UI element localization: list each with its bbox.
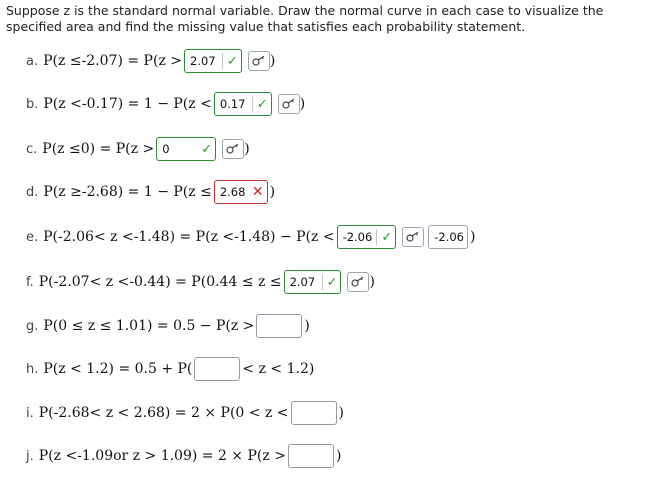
math-number: -1.48	[133, 229, 170, 245]
item-h	[26, 356, 314, 382]
divider	[252, 96, 253, 112]
answer-box-b[interactable]	[214, 92, 272, 116]
math-text: P(0 ≤ z ≤ 1.01) = 0.5 − P(z >	[43, 318, 255, 334]
math-text: P(z ≤	[43, 53, 82, 69]
math-text: )	[269, 53, 276, 69]
correct-answer-box-e	[428, 225, 468, 249]
math-number: -2.07	[81, 53, 118, 69]
math-number: -1.48	[234, 229, 271, 245]
divider	[322, 274, 323, 290]
answer-value[interactable]: 0	[162, 142, 170, 156]
item-label: g.	[26, 318, 39, 334]
math-text: ) = P(z >	[117, 53, 182, 69]
math-text: )	[299, 96, 306, 112]
item-i	[26, 400, 344, 426]
check-icon: ✓	[256, 96, 268, 112]
math-number: -2.68	[81, 184, 118, 200]
item-g	[26, 313, 310, 339]
answer-value[interactable]: 2.07	[190, 54, 216, 68]
item-f	[26, 269, 375, 295]
math-text: P(z ≤	[42, 141, 81, 157]
answer-value[interactable]: 2.07	[289, 275, 316, 289]
math-number: -2.06	[58, 229, 94, 245]
item-label: b.	[26, 96, 39, 112]
math-number: -1.09	[77, 448, 114, 464]
item-b	[26, 91, 305, 117]
math-text: P(	[38, 405, 54, 421]
math-text: < z < 2.68) = 2 × P(0 < z <	[89, 405, 289, 421]
item-d	[26, 179, 275, 205]
math-text: )	[244, 141, 250, 157]
item-label: d.	[26, 184, 39, 200]
answer-value[interactable]: -2.06	[342, 230, 373, 244]
key-icon[interactable]	[222, 139, 244, 159]
item-label: i.	[26, 405, 34, 421]
item-c	[26, 136, 250, 162]
answer-value[interactable]: 2.68	[219, 185, 246, 199]
math-text: ) = 1 − P(z ≤	[117, 184, 212, 200]
correct-answer-value: -2.06	[434, 230, 464, 244]
answer-box-e[interactable]	[337, 225, 397, 249]
key-icon[interactable]	[248, 51, 270, 71]
key-icon[interactable]	[402, 227, 424, 247]
math-text: ) = 1 − P(z <	[117, 96, 212, 112]
answer-box-a[interactable]	[184, 49, 242, 73]
item-label: e.	[26, 229, 39, 245]
answer-value[interactable]: 0.17	[219, 97, 246, 111]
item-label: f.	[26, 274, 34, 290]
math-number: 0	[80, 141, 90, 157]
math-text: P(z <	[38, 448, 78, 464]
answer-box-d[interactable]	[214, 180, 268, 204]
math-text: P(z ≥	[43, 184, 82, 200]
math-text: P(z < 1.2) = 0.5 + P(	[43, 361, 193, 377]
math-text: ) − P(z <	[270, 229, 335, 245]
answer-box-h[interactable]	[194, 357, 240, 381]
item-j	[26, 443, 341, 469]
answer-box-i[interactable]	[291, 401, 337, 425]
item-e	[26, 224, 475, 250]
math-text: P(z <	[43, 96, 82, 112]
check-icon: ✓	[227, 53, 238, 69]
item-label: a.	[26, 53, 39, 69]
key-icon[interactable]	[347, 272, 369, 292]
item-label: h.	[26, 361, 39, 377]
math-text: ) = P(z <	[169, 229, 235, 245]
check-icon: ✓	[201, 141, 213, 157]
divider	[376, 229, 377, 245]
check-icon: ✓	[381, 229, 393, 245]
math-text: < z <	[93, 229, 134, 245]
math-number: -0.17	[81, 96, 118, 112]
check-icon: ✓	[326, 274, 338, 290]
math-text: < z < 1.2)	[242, 361, 315, 377]
math-text: or z > 1.09) = 2 × P(z >	[113, 448, 286, 464]
math-text: P(	[38, 274, 54, 290]
item-label: c.	[26, 141, 38, 157]
math-text: )	[338, 405, 344, 421]
math-text: )	[335, 448, 342, 464]
math-text: P(	[43, 229, 59, 245]
answer-box-g[interactable]	[256, 314, 302, 338]
math-text: )	[304, 318, 310, 334]
problem-intro: Suppose z is the standard normal variable. Draw the normal curve in each case to visualize the specified area and find the missing value that satisfies each probability statement.	[6, 3, 604, 34]
item-label: j.	[26, 448, 34, 464]
math-number: -2.68	[53, 405, 90, 421]
math-number: -2.07	[53, 274, 90, 290]
math-text: < z <	[89, 274, 130, 290]
cross-icon: ✕	[251, 184, 264, 200]
math-number: -0.44	[129, 274, 166, 290]
answer-box-j[interactable]	[288, 444, 334, 468]
key-icon[interactable]	[278, 94, 300, 114]
math-text: ) = P(0.44 ≤ z ≤	[165, 274, 282, 290]
math-text: ) = P(z >	[89, 141, 155, 157]
answer-box-f[interactable]	[284, 270, 342, 294]
math-text: )	[470, 229, 476, 245]
math-text: )	[369, 274, 375, 290]
item-a	[26, 48, 275, 74]
math-text: )	[269, 184, 276, 200]
divider	[222, 53, 223, 69]
answer-box-c[interactable]	[156, 137, 216, 161]
